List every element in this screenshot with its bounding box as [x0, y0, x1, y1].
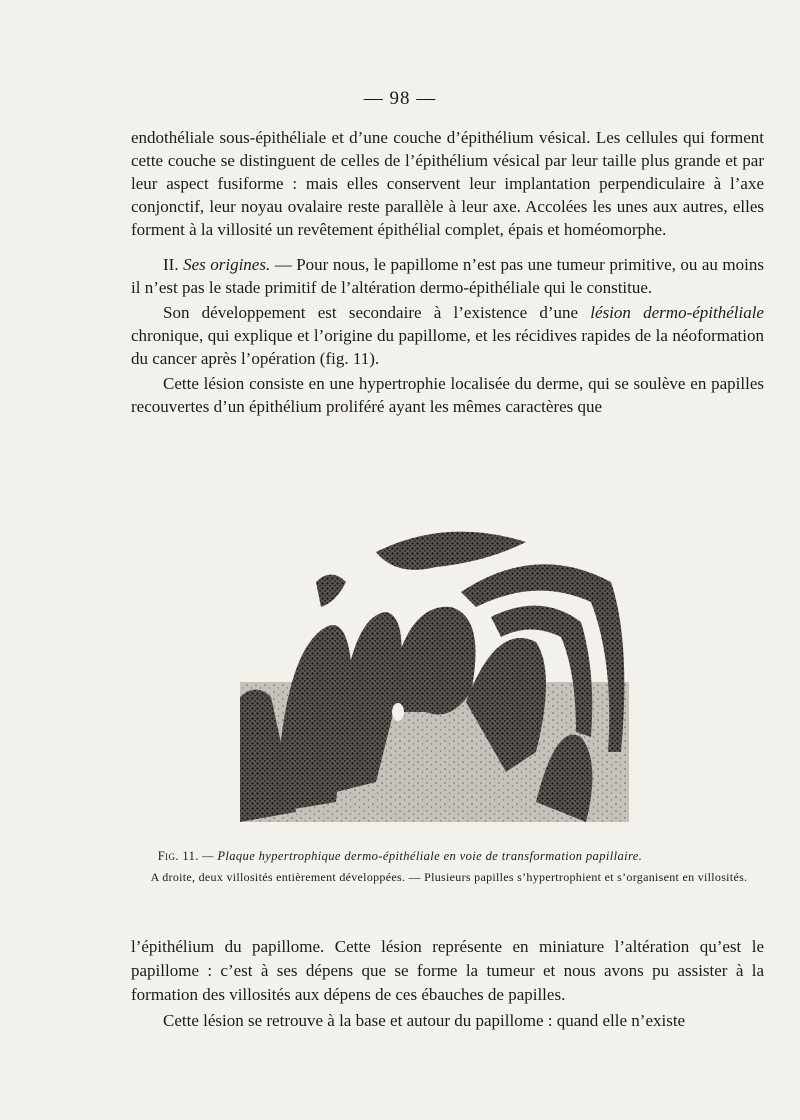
page-number: — 98 — — [363, 88, 437, 109]
paragraph — [131, 301, 764, 370]
histology-drawing — [236, 522, 633, 824]
body-text-bottom — [131, 935, 764, 1033]
italic-term: lésion dermo-épithéliale — [590, 303, 764, 322]
paragraph-text: chronique, qui explique et l’origine du papillome, et les récidives rapides de la néoformation du cancer après l’opération (fig. 11). — [131, 326, 764, 368]
figure-caption-title — [0, 849, 800, 864]
paragraph-section-heading — [131, 253, 764, 299]
section-title: Ses origines. — [183, 255, 271, 274]
vessel — [392, 703, 404, 721]
papilla-3 — [386, 607, 476, 715]
body-text-top — [131, 126, 764, 418]
section-text: — Pour nous, le papillome n’est pas une tumeur primitive, ou au moins il n’est pas le stade primitif de l’altération dermo-épithéliale qui le constitue. — [131, 255, 764, 297]
paragraph: Cette lésion se retrouve à la base et autour du papillome : quand elle n’existe — [163, 1011, 686, 1030]
figure-label: Fig. 11. — [157, 849, 199, 863]
paragraph-text: Son développement est secondaire à l’existence d’une — [163, 303, 591, 322]
paragraph: l’épithélium du papillome. Cette lésion représente en miniature l’altération qu’est le papillome : c’est à ses dépens que se forme la tumeur et nous avons pu assister à la formation des villosités aux dépens de ces ébauches de papilles. — [131, 937, 764, 1004]
cell-cluster — [316, 575, 346, 608]
paragraph: Cette lésion consiste en une hypertrophie localisée du derme, qui se soulève en papilles recouvertes d’un épithélium proliféré ayant les mêmes caractères que — [131, 374, 764, 416]
figure-title: — Plaque hypertrophique dermo-épithéliale en voie de transformation papillaire. — [198, 849, 643, 863]
paragraph: endothéliale sous-épithéliale et d’une couche d’épithélium vésical. Les cellules qui forment cette couche se distinguent de celles de l’épithélium vésical par leur taille plus grande et par leur aspect fusiforme : mais elles conservent leur implantation perpendiculaire à l’axe conjonctif, leur noyau ovalaire reste parallèle à leur axe. Accolées les unes aux autres, elles forment à la villosité un revêtement épithélial complet, épais et homéomorphe. — [131, 128, 764, 239]
figure-caption-body: A droite, deux villosités entièrement développées. — Plusieurs papilles s’hypertrophient et s’organisent en villosités. — [150, 870, 748, 884]
figure-histology — [236, 522, 633, 824]
section-number: II. — [163, 255, 179, 274]
villosity-top — [376, 532, 526, 570]
